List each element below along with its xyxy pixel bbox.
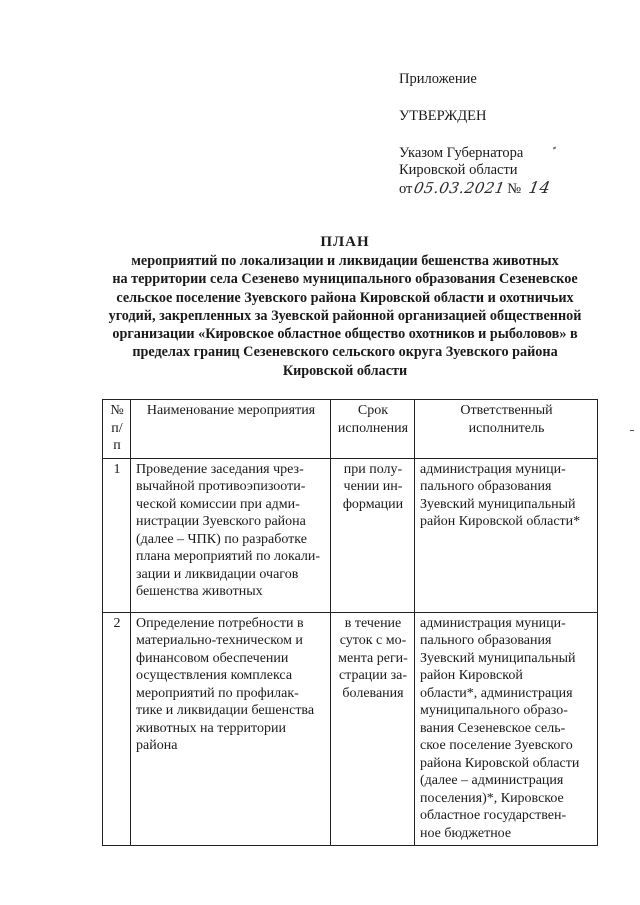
table-row (103, 612, 598, 846)
header-num: № п/п (103, 400, 131, 459)
document-title: ПЛАН (320, 234, 370, 250)
number-sign: № (507, 181, 522, 197)
table-row (103, 458, 598, 612)
decree-date-line (399, 179, 551, 198)
subtitle-line: угодий, закрепленных за Зуевской районной организацией общественной (108, 307, 582, 324)
appendix-label: Приложение (399, 71, 477, 87)
date-prefix: от (399, 181, 413, 197)
row-num: 2 (103, 612, 131, 846)
handwritten-number: 14 (527, 178, 553, 197)
row-name: Проведение заседания чрез- вычайной противоэпизооти- ческой комиссии при адми- нистрации Зуевского района (далее – ЧПК) по разработке плана мероприятий по локали- зации и ликвидации очагов бешенства животных (131, 458, 331, 612)
table-header-row (103, 400, 598, 459)
document-subtitle (100, 252, 590, 380)
subtitle-line: мероприятий по локализации и ликвидации бешенства животных (131, 253, 559, 269)
plan-table (102, 399, 598, 846)
header-responsible: Ответственный исполнитель (415, 400, 598, 459)
subtitle-line: сельское поселение Зуевского района Кировской области и охотничьих (116, 289, 574, 306)
decree-line-1: Указом Губернатора (399, 145, 524, 161)
approved-label: УТВЕРЖДЕН (399, 108, 487, 124)
row-term: в течение суток с мо- мента реги- страции за- болевания (331, 612, 415, 846)
row-responsible: администрация муници- пального образования Зуевский муниципальный район Кировской области* (415, 458, 598, 612)
handwritten-date: 05.03.2021 (412, 179, 507, 197)
row-name: Определение потребности в материально-техническом и финансовом обеспечении осуществления комплекса мероприятий по профилак- тике и ликвидации бешенства животных на территории района (131, 612, 331, 846)
decree-line-2: Кировской области (399, 162, 518, 178)
subtitle-line: организации «Кировское областное общество охотников и рыболовов» в (112, 326, 578, 343)
row-responsible: администрация муници- пального образования Зуевский муниципальный район Кировской области*, администрация муниципального образо- вания Сезеневское сель- ское поселение Зуевского района Кировской области (далее – администрация поселения)*, Кировское областное государствен- ное бюджетное (415, 612, 598, 846)
row-num: 1 (103, 458, 131, 612)
scan-mark (630, 430, 634, 431)
row-term: при полу- чении ин- формации (331, 458, 415, 612)
subtitle-line: Кировской области (282, 362, 408, 379)
header-name: Наименование мероприятия (131, 400, 331, 459)
subtitle-line: на территории села Сезенево муниципального образования Сезеневское (112, 271, 578, 288)
scan-mark (553, 146, 557, 149)
header-term: Срок исполнения (331, 400, 415, 459)
subtitle-line: пределах границ Сезеневского сельского округа Зуевского района (132, 344, 558, 361)
approval-block (399, 71, 551, 198)
